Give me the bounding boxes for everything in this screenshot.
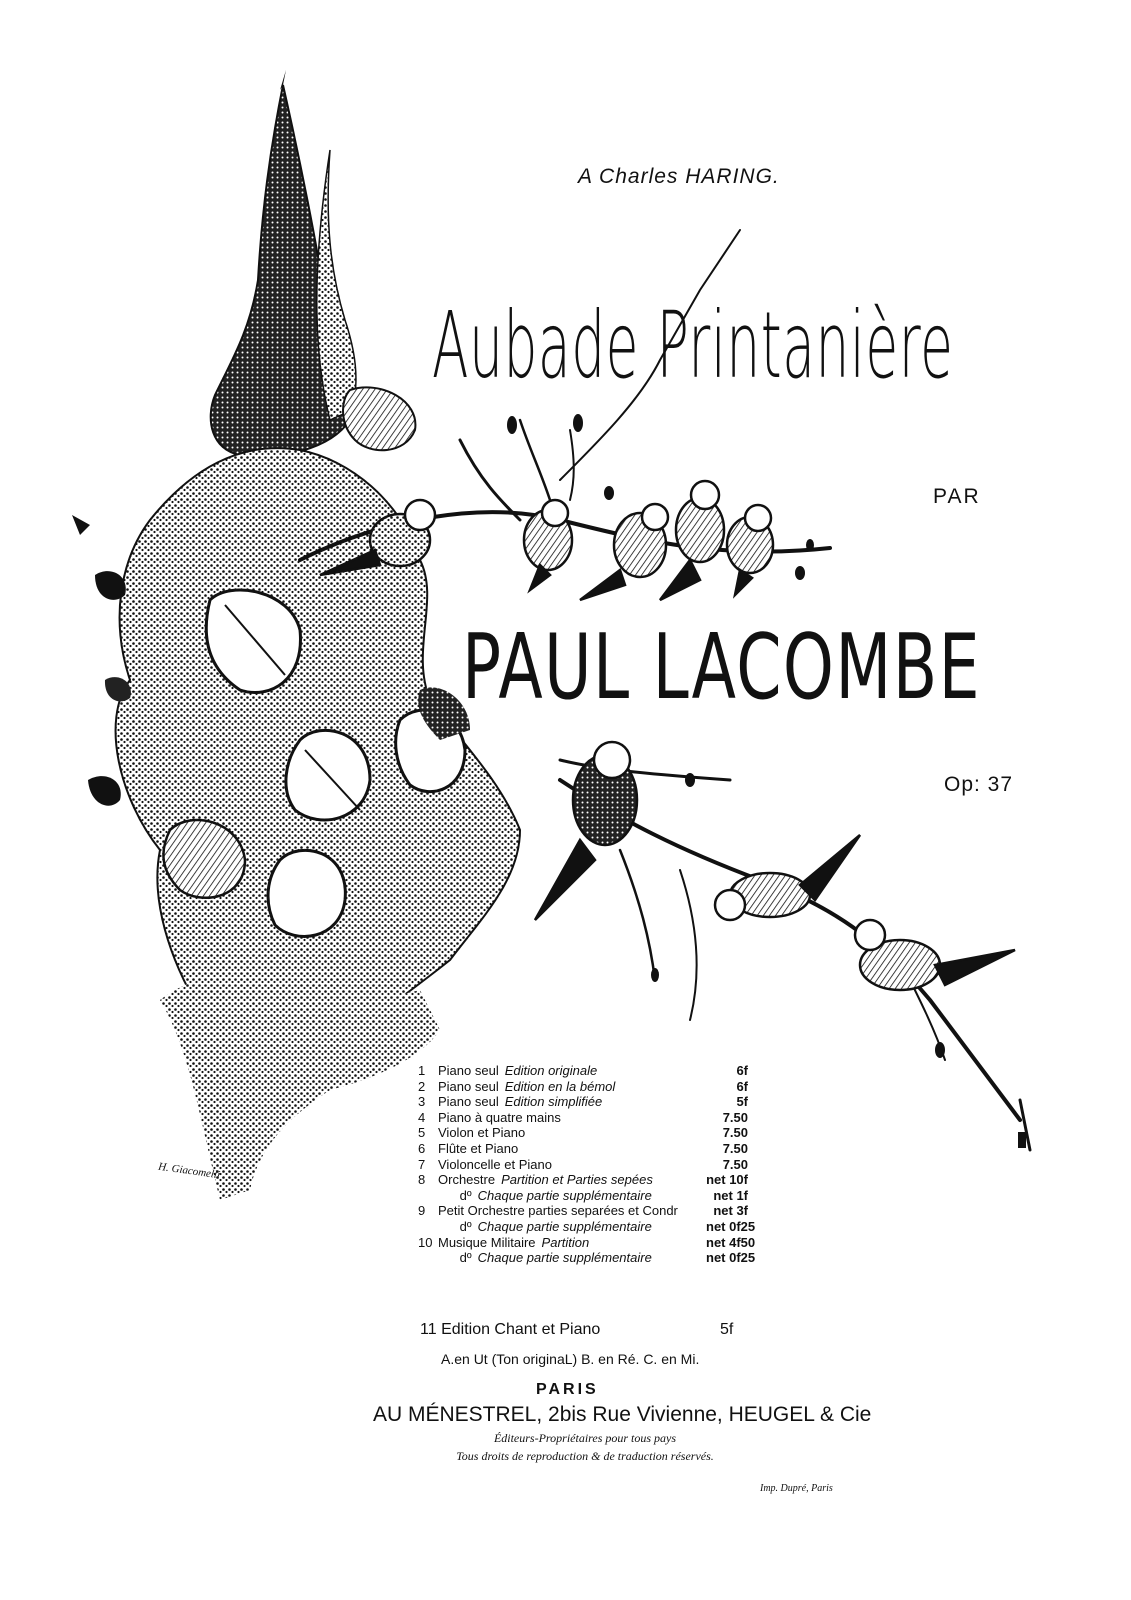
edition-number: 11 xyxy=(420,1321,437,1338)
bird-6 xyxy=(535,742,637,920)
rights-line-2: Tous droits de reproduction & de traduction réservés. xyxy=(456,1449,714,1463)
edition-label-text: Orchestre xyxy=(438,1172,496,1188)
edition-label-text: Piano seul xyxy=(438,1094,499,1110)
edition-label-text: Flûte et Piano xyxy=(438,1140,519,1156)
artist-signature: H. Giacomelli xyxy=(157,1160,221,1182)
edition-description: Edition simplifiée xyxy=(504,1094,603,1110)
edition-label-text: Piano à quatre mains xyxy=(438,1109,561,1125)
edition-description: Partition xyxy=(541,1234,590,1250)
bird-2 xyxy=(580,504,668,600)
edition-description: Chaque partie supplémentaire xyxy=(477,1218,652,1234)
edition-row xyxy=(418,1218,756,1235)
edition-label-text: Piano seul xyxy=(438,1078,499,1094)
edition-label xyxy=(438,1219,652,1235)
edition-label-text: Violon et Piano xyxy=(438,1125,526,1141)
publisher: AU MÉNESTREL, 2bis Rue Vivienne, HEUGEL & Cie xyxy=(373,1403,872,1426)
edition-label xyxy=(438,1203,678,1219)
edition-chant-piano xyxy=(420,1321,600,1339)
key-variants: A.en Ut (Ton originaL) B. en Ré. C. en Mi. xyxy=(441,1351,700,1367)
edition-label-text: dº xyxy=(438,1250,472,1266)
edition-number: 3 xyxy=(418,1094,426,1110)
edition-label xyxy=(438,1250,652,1266)
edition-price: net 0f25 xyxy=(706,1218,756,1234)
edition-row xyxy=(418,1172,748,1188)
edition-price: 5f xyxy=(720,1321,734,1338)
edition-label xyxy=(438,1110,561,1126)
rights-line-1: Éditeurs-Propriétaires pour tous pays xyxy=(493,1431,677,1445)
edition-row xyxy=(418,1188,748,1204)
edition-price: net 1f xyxy=(713,1187,748,1203)
edition-number: 2 xyxy=(418,1078,426,1094)
edition-number: 1 xyxy=(418,1063,426,1078)
edition-price: 6f xyxy=(736,1078,748,1094)
edition-number: 9 xyxy=(418,1203,426,1219)
edition-label xyxy=(438,1079,615,1095)
edition-price: 6f xyxy=(736,1063,748,1078)
publication-city: PARIS xyxy=(536,1381,599,1398)
edition-row xyxy=(418,1125,748,1141)
edition-description: Edition en la bémol xyxy=(504,1078,616,1094)
edition-price: 7.50 xyxy=(722,1140,748,1156)
edition-row xyxy=(418,1250,756,1266)
edition-label xyxy=(438,1125,525,1141)
edition-price: net 4f50 xyxy=(706,1234,756,1250)
edition-price: net 0f25 xyxy=(706,1250,756,1266)
edition-row xyxy=(418,1157,748,1173)
title: Aubade Printanière xyxy=(432,292,954,399)
by-label: PAR xyxy=(933,485,981,508)
edition-label xyxy=(438,1188,652,1204)
edition-price: 5f xyxy=(736,1094,748,1110)
edition-row xyxy=(418,1203,748,1219)
edition-description: Partition et Parties sepées xyxy=(501,1172,653,1188)
cypress-tree xyxy=(211,70,356,456)
edition-label-text: Petit Orchestre parties separées et Condr xyxy=(438,1203,678,1219)
edition-row xyxy=(418,1234,756,1251)
edition-number: 5 xyxy=(418,1125,426,1141)
edition-label-text: Piano seul xyxy=(438,1063,499,1078)
edition-label-text: Musique Militaire xyxy=(438,1234,536,1250)
edition-label-text: dº xyxy=(438,1218,472,1234)
dedication: A Charles HARING. xyxy=(578,165,780,188)
edition-label xyxy=(438,1235,589,1251)
edition-label xyxy=(438,1172,653,1188)
bird-4 xyxy=(727,505,773,595)
edition-list xyxy=(418,1063,756,1266)
edition-number: 8 xyxy=(418,1172,426,1188)
bird-7 xyxy=(715,835,860,920)
edition-label: Edition Chant et Piano xyxy=(441,1321,601,1338)
edition-description: Edition originale xyxy=(504,1063,598,1078)
edition-label xyxy=(438,1157,552,1173)
edition-number: 6 xyxy=(418,1140,426,1156)
edition-label xyxy=(438,1141,518,1157)
edition-number: 4 xyxy=(418,1109,426,1125)
opus-number: Op: 37 xyxy=(944,773,1014,796)
edition-row xyxy=(418,1141,748,1157)
edition-label xyxy=(438,1094,602,1110)
edition-price: 7.50 xyxy=(722,1156,748,1172)
printer-credit: Imp. Dupré, Paris xyxy=(760,1483,833,1494)
edition-description: Chaque partie supplémentaire xyxy=(477,1250,652,1266)
composer-name: PAUL LACOMBE xyxy=(462,615,982,720)
edition-price: 7.50 xyxy=(722,1109,748,1125)
edition-number: 7 xyxy=(418,1156,426,1172)
edition-row xyxy=(418,1094,748,1110)
edition-price: 7.50 xyxy=(722,1125,748,1141)
edition-description: Chaque partie supplémentaire xyxy=(477,1187,652,1203)
edition-price: net 3f xyxy=(713,1203,748,1219)
edition-label-text: Violoncelle et Piano xyxy=(438,1156,552,1172)
edition-row xyxy=(418,1079,748,1095)
edition-label-text: dº xyxy=(438,1187,472,1203)
edition-row xyxy=(418,1110,748,1126)
bird-3 xyxy=(660,481,724,600)
bird-8 xyxy=(855,920,1015,990)
edition-row xyxy=(418,1063,748,1079)
edition-label xyxy=(438,1063,597,1079)
edition-number: 10 xyxy=(418,1234,433,1250)
edition-price: net 10f xyxy=(706,1172,748,1188)
